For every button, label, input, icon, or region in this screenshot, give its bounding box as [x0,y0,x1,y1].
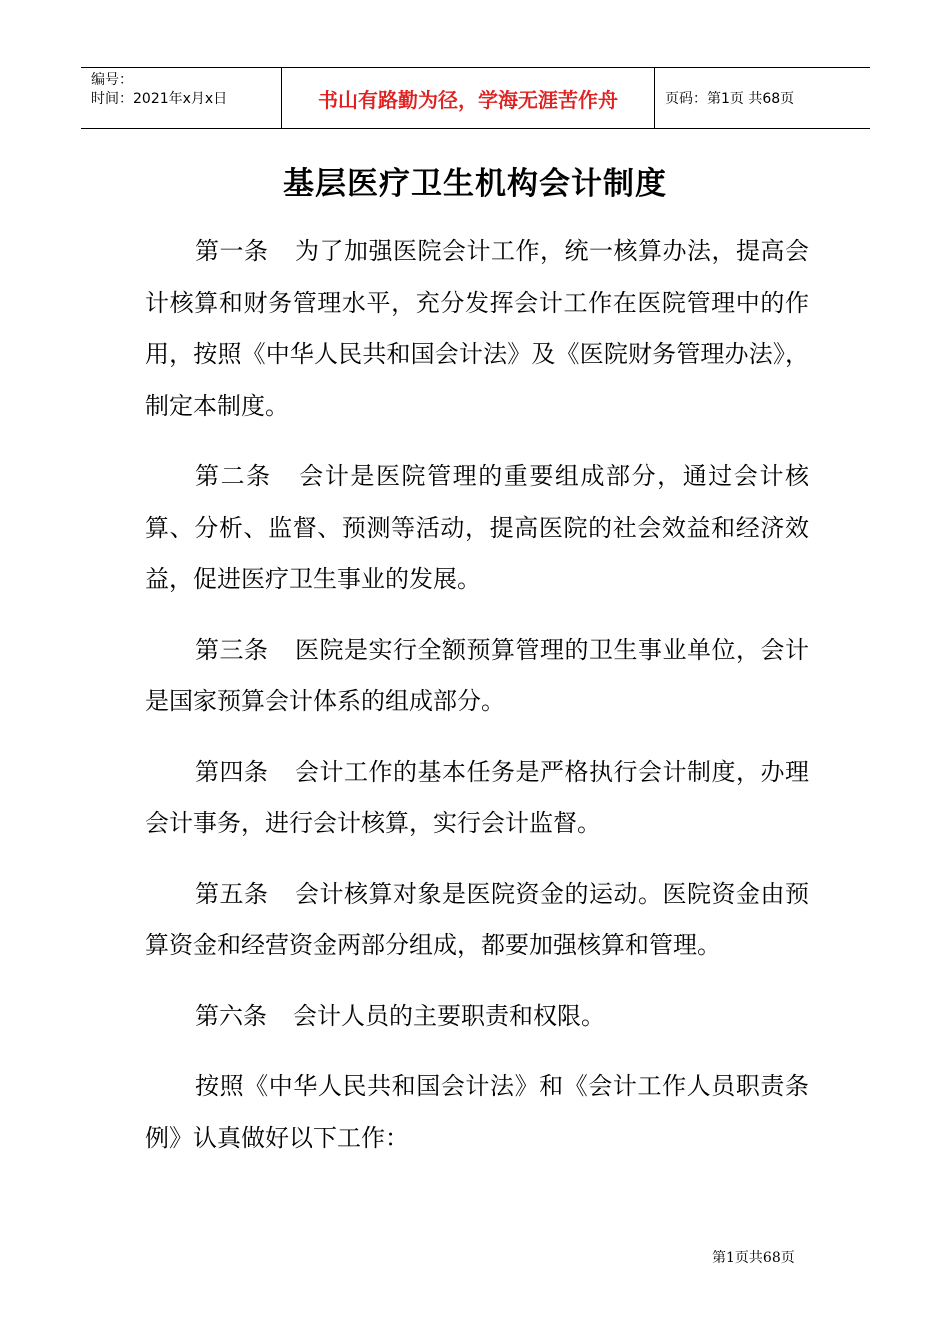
header-motto-cell [281,68,655,128]
time-label: 时间：2021年x月x日 [91,91,228,107]
article-text: 会计工作的基本任务是严格执行会计制度，办理会计事务，进行会计核算，实行会计监督。 [145,757,809,837]
article-1 [145,226,809,432]
article-4 [145,747,809,850]
article-text: 医院是实行全额预算管理的卫生事业单位，会计是国家预算会计体系的组成部分。 [145,635,809,715]
article-label: 第一条 [195,237,269,265]
article-6 [145,991,809,1043]
motto-text: 书山有路勤为径，学海无涯苦作舟 [318,87,618,112]
paragraph-text: 按照《中华人民共和国会计法》和《会计工作人员职责条例》认真做好以下工作： [145,1072,809,1152]
article-text: 会计是医院管理的重要组成部分，通过会计核算、分析、监督、预测等活动，提高医院的社会效益和经济效益，促进医疗卫生事业的发展。 [145,462,810,593]
page-footer: 第1页共68页 [712,1250,795,1266]
page-header [81,67,870,129]
header-meta [81,68,281,128]
header-page-cell [655,68,870,128]
article-label: 第三条 [195,635,269,664]
number-label: 编号： [91,72,133,88]
article-label: 第四条 [195,757,269,786]
article-label: 第五条 [195,879,269,908]
document-body [145,226,809,1183]
article-text: 会计人员的主要职责和权限。 [293,1001,605,1030]
article-3 [145,625,809,728]
page-label: 页码：第1页 共68页 [665,91,795,107]
article-label: 第六条 [195,1001,267,1030]
document-title: 基层医疗卫生机构会计制度 [283,166,667,202]
article-6-detail [145,1061,809,1164]
article-text: 会计核算对象是医院资金的运动。医院资金由预算资金和经营资金两部分组成，都要加强核算和管理。 [145,879,809,959]
article-5 [145,869,809,972]
article-text: 为了加强医院会计工作，统一核算办法，提高会计核算和财务管理水平，充分发挥会计工作在医院管理中的作用，按照《中华人民共和国会计法》及《医院财务管理办法》，制定本制度。 [145,237,809,420]
article-label: 第二条 [195,462,272,490]
article-2 [145,451,809,606]
